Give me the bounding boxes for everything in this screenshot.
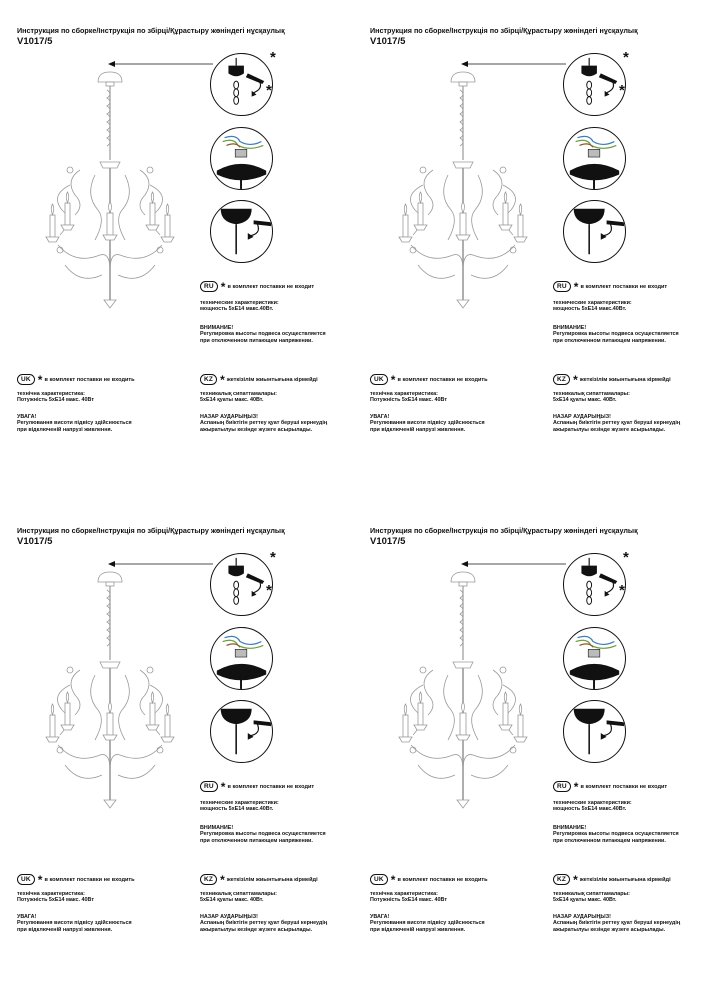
chandelier-illustration <box>393 570 533 810</box>
uk-spec-title: технічна характеристика: <box>17 891 85 897</box>
uk-specs <box>370 891 447 904</box>
canopy-cover-icon <box>210 700 273 763</box>
uk-warn-line: при відключеній напрузі живлення. <box>370 426 466 433</box>
uk-warn-line: Регулювання висоти підвісу здійснюється <box>370 420 485 427</box>
chandelier-illustration <box>40 70 180 310</box>
ru-badge: RU <box>553 781 571 792</box>
kz-spec-title: техникалық сипаттамалары: <box>553 391 630 397</box>
asterisk-icon: * <box>390 372 396 387</box>
kz-warn-title: НАЗАР АУДАРЫҢЫЗ! <box>200 414 258 420</box>
ru-spec-title: технические характеристики: <box>200 800 279 806</box>
ru-warn-line: при отключенном питающем напряжении. <box>553 837 666 844</box>
uk-warning <box>370 914 485 933</box>
ru-warn-line: при отключенном питающем напряжении. <box>553 337 666 344</box>
uk-badge: UK <box>370 874 388 885</box>
uk-spec-title: технічна характеристика: <box>370 391 438 397</box>
kz-note: жеткізілім жиынтығына кірмейді <box>579 376 671 383</box>
ru-warn-title: ВНИМАНИЕ! <box>200 825 234 831</box>
model-number: V1017/5 <box>17 536 53 547</box>
kz-spec-title: техникалық сипаттамалары: <box>200 891 277 897</box>
kz-warn-title: НАЗАР АУДАРЫҢЫЗ! <box>200 914 258 920</box>
uk-specs <box>370 391 447 404</box>
instruction-panel <box>353 500 706 1000</box>
kz-specs <box>200 891 277 904</box>
chandelier-illustration <box>393 70 533 310</box>
kz-section-tag <box>553 371 671 389</box>
kz-specs <box>200 391 277 404</box>
kz-warning <box>553 414 680 433</box>
asterisk-marker: * <box>270 49 276 66</box>
kz-warn-title: НАЗАР АУДАРЫҢЫЗ! <box>553 414 611 420</box>
ru-warning <box>200 325 326 344</box>
model-number: V1017/5 <box>17 36 53 47</box>
ru-warning <box>553 325 679 344</box>
asterisk-icon: * <box>573 779 579 794</box>
ceiling-mount-detail-icon <box>210 53 273 116</box>
ru-warning <box>200 825 326 844</box>
uk-badge: UK <box>370 374 388 385</box>
ru-note: в комплект поставки не входит <box>580 283 668 290</box>
ru-spec-value: мощность 5хЕ14 макс.40Вт. <box>200 306 274 313</box>
ru-warn-title: ВНИМАНИЕ! <box>553 825 587 831</box>
kz-badge: KZ <box>553 374 570 385</box>
uk-note: в комплект поставки не входить <box>397 376 488 383</box>
asterisk-icon: * <box>220 872 225 887</box>
kz-warn-line: ажыратылуы кезінде жүзеге асырылады. <box>200 426 313 433</box>
asterisk-icon: * <box>37 372 43 387</box>
wiring-detail-icon <box>210 127 273 190</box>
arrow-pointer <box>108 560 213 568</box>
kz-spec-value: 5хЕ14 қуаты макс. 40Вт. <box>200 397 264 404</box>
asterisk-marker: * <box>270 549 276 566</box>
ru-warn-line: Регулировка высоты подвеса осуществляется <box>200 331 326 338</box>
asterisk-marker: * <box>619 82 625 99</box>
ru-section-tag <box>553 278 667 296</box>
ru-warning <box>553 825 679 844</box>
kz-spec-value: 5хЕ14 қуаты макс. 40Вт. <box>200 897 264 904</box>
uk-spec-title: технічна характеристика: <box>17 391 85 397</box>
ru-specs <box>200 300 279 313</box>
kz-warn-line: ажыратылуы кезінде жүзеге асырылады. <box>553 926 666 933</box>
asterisk-icon: * <box>573 872 578 887</box>
ru-warn-line: при отключенном питающем напряжении. <box>200 337 313 344</box>
kz-note: жеткізілім жиынтығына кірмейді <box>226 876 318 883</box>
uk-section-tag <box>370 371 488 389</box>
kz-badge: KZ <box>200 874 217 885</box>
asterisk-icon: * <box>220 372 225 387</box>
kz-warn-line: ажыратылуы кезінде жүзеге асырылады. <box>200 926 313 933</box>
kz-warn-line: ажыратылуы кезінде жүзеге асырылады. <box>553 426 666 433</box>
uk-note: в комплект поставки не входить <box>44 876 135 883</box>
ru-spec-title: технические характеристики: <box>553 300 632 306</box>
uk-badge: UK <box>17 374 35 385</box>
uk-warn-line: Регулювання висоти підвісу здійснюється <box>17 420 132 427</box>
ru-badge: RU <box>200 781 218 792</box>
uk-warn-title: УВАГА! <box>17 914 37 920</box>
ru-note: в комплект поставки не входит <box>580 783 668 790</box>
uk-section-tag <box>17 871 135 889</box>
kz-badge: KZ <box>553 874 570 885</box>
ru-warn-line: Регулировка высоты подвеса осуществляется <box>553 831 679 838</box>
ru-badge: RU <box>553 281 571 292</box>
ru-note: в комплект поставки не входит <box>227 783 315 790</box>
kz-warn-line: Аспаның биіктігін реттеу қуат беруші кернеудің <box>200 920 328 927</box>
ru-warn-line: Регулировка высоты подвеса осуществляется <box>200 831 326 838</box>
uk-spec-value: Потужність 5хЕ14 макс. 40Вт <box>17 397 94 404</box>
kz-section-tag <box>200 871 318 889</box>
ceiling-mount-detail-icon <box>210 553 273 616</box>
arrow-pointer <box>108 60 213 68</box>
ru-specs <box>200 800 279 813</box>
kz-note: жеткізілім жиынтығына кірмейді <box>579 876 671 883</box>
wiring-detail-icon <box>563 127 626 190</box>
kz-warning <box>200 914 327 933</box>
kz-warning <box>200 414 327 433</box>
uk-note: в комплект поставки не входить <box>397 876 488 883</box>
asterisk-icon: * <box>220 779 226 794</box>
asterisk-icon: * <box>573 372 578 387</box>
wiring-detail-icon <box>210 627 273 690</box>
asterisk-marker: * <box>266 582 272 599</box>
kz-specs <box>553 391 630 404</box>
uk-spec-value: Потужність 5хЕ14 макс. 40Вт <box>17 897 94 904</box>
ceiling-mount-detail-icon <box>563 53 626 116</box>
ru-specs <box>553 800 632 813</box>
ru-warn-line: при отключенном питающем напряжении. <box>200 837 313 844</box>
asterisk-icon: * <box>37 872 43 887</box>
kz-warn-line: Аспаның биіктігін реттеу қуат беруші кернеудің <box>553 920 681 927</box>
ru-spec-value: мощность 5хЕ14 макс.40Вт. <box>200 806 274 813</box>
asterisk-icon: * <box>220 279 226 294</box>
kz-badge: KZ <box>200 374 217 385</box>
instruction-panel <box>0 0 353 500</box>
ru-spec-value: мощность 5хЕ14 макс.40Вт. <box>553 806 627 813</box>
instruction-title: Инструкция по сборке/Інструкція по збірці/Құрастыру жөніндегі нұсқаулық <box>370 26 638 35</box>
uk-note: в комплект поставки не входить <box>44 376 135 383</box>
ru-warn-title: ВНИМАНИЕ! <box>553 325 587 331</box>
uk-specs <box>17 891 94 904</box>
ru-specs <box>553 300 632 313</box>
instruction-title: Инструкция по сборке/Інструкція по збірці/Құрастыру жөніндегі нұсқаулық <box>17 526 285 535</box>
instruction-panel <box>353 0 706 500</box>
kz-spec-value: 5хЕ14 қуаты макс. 40Вт. <box>553 897 617 904</box>
asterisk-marker: * <box>623 549 629 566</box>
ru-section-tag <box>200 278 314 296</box>
uk-warning <box>17 414 132 433</box>
kz-warn-line: Аспаның биіктігін реттеу қуат беруші кернеудің <box>200 420 328 427</box>
uk-warning <box>17 914 132 933</box>
uk-spec-title: технічна характеристика: <box>370 891 438 897</box>
kz-spec-title: техникалық сипаттамалары: <box>200 391 277 397</box>
kz-warn-title: НАЗАР АУДАРЫҢЫЗ! <box>553 914 611 920</box>
kz-warn-line: Аспаның биіктігін реттеу қуат беруші кернеудің <box>553 420 681 427</box>
canopy-cover-icon <box>563 200 626 263</box>
ru-spec-title: технические характеристики: <box>200 300 279 306</box>
kz-note: жеткізілім жиынтығына кірмейді <box>226 376 318 383</box>
arrow-pointer <box>461 60 566 68</box>
ru-badge: RU <box>200 281 218 292</box>
asterisk-marker: * <box>266 82 272 99</box>
uk-warn-line: Регулювання висоти підвісу здійснюється <box>17 920 132 927</box>
uk-spec-value: Потужність 5хЕ14 макс. 40Вт <box>370 397 447 404</box>
ru-warn-line: Регулировка высоты подвеса осуществляется <box>553 331 679 338</box>
asterisk-icon: * <box>573 279 579 294</box>
uk-warn-line: при відключеній напрузі живлення. <box>370 926 466 933</box>
wiring-detail-icon <box>563 627 626 690</box>
kz-section-tag <box>200 371 318 389</box>
kz-spec-value: 5хЕ14 қуаты макс. 40Вт. <box>553 397 617 404</box>
canopy-cover-icon <box>563 700 626 763</box>
uk-warn-line: при відключеній напрузі живлення. <box>17 926 113 933</box>
arrow-pointer <box>461 560 566 568</box>
model-number: V1017/5 <box>370 536 406 547</box>
ru-note: в комплект поставки не входит <box>227 283 315 290</box>
uk-warn-title: УВАГА! <box>370 414 390 420</box>
kz-warning <box>553 914 680 933</box>
kz-spec-title: техникалық сипаттамалары: <box>553 891 630 897</box>
ru-spec-value: мощность 5хЕ14 макс.40Вт. <box>553 306 627 313</box>
chandelier-illustration <box>40 570 180 810</box>
instruction-title: Инструкция по сборке/Інструкція по збірці/Құрастыру жөніндегі нұсқаулық <box>370 526 638 535</box>
kz-specs <box>553 891 630 904</box>
uk-warn-title: УВАГА! <box>17 414 37 420</box>
canopy-cover-icon <box>210 200 273 263</box>
uk-spec-value: Потужність 5хЕ14 макс. 40Вт <box>370 897 447 904</box>
kz-section-tag <box>553 871 671 889</box>
asterisk-icon: * <box>390 872 396 887</box>
asterisk-marker: * <box>623 49 629 66</box>
ceiling-mount-detail-icon <box>563 553 626 616</box>
ru-section-tag <box>553 778 667 796</box>
ru-warn-title: ВНИМАНИЕ! <box>200 325 234 331</box>
asterisk-marker: * <box>619 582 625 599</box>
uk-section-tag <box>370 871 488 889</box>
uk-warn-title: УВАГА! <box>370 914 390 920</box>
model-number: V1017/5 <box>370 36 406 47</box>
instruction-panel <box>0 500 353 1000</box>
uk-badge: UK <box>17 874 35 885</box>
uk-warn-line: при відключеній напрузі живлення. <box>17 426 113 433</box>
uk-specs <box>17 391 94 404</box>
uk-warn-line: Регулювання висоти підвісу здійснюється <box>370 920 485 927</box>
uk-section-tag <box>17 371 135 389</box>
uk-warning <box>370 414 485 433</box>
ru-spec-title: технические характеристики: <box>553 800 632 806</box>
instruction-title: Инструкция по сборке/Інструкція по збірці/Құрастыру жөніндегі нұсқаулық <box>17 26 285 35</box>
ru-section-tag <box>200 778 314 796</box>
